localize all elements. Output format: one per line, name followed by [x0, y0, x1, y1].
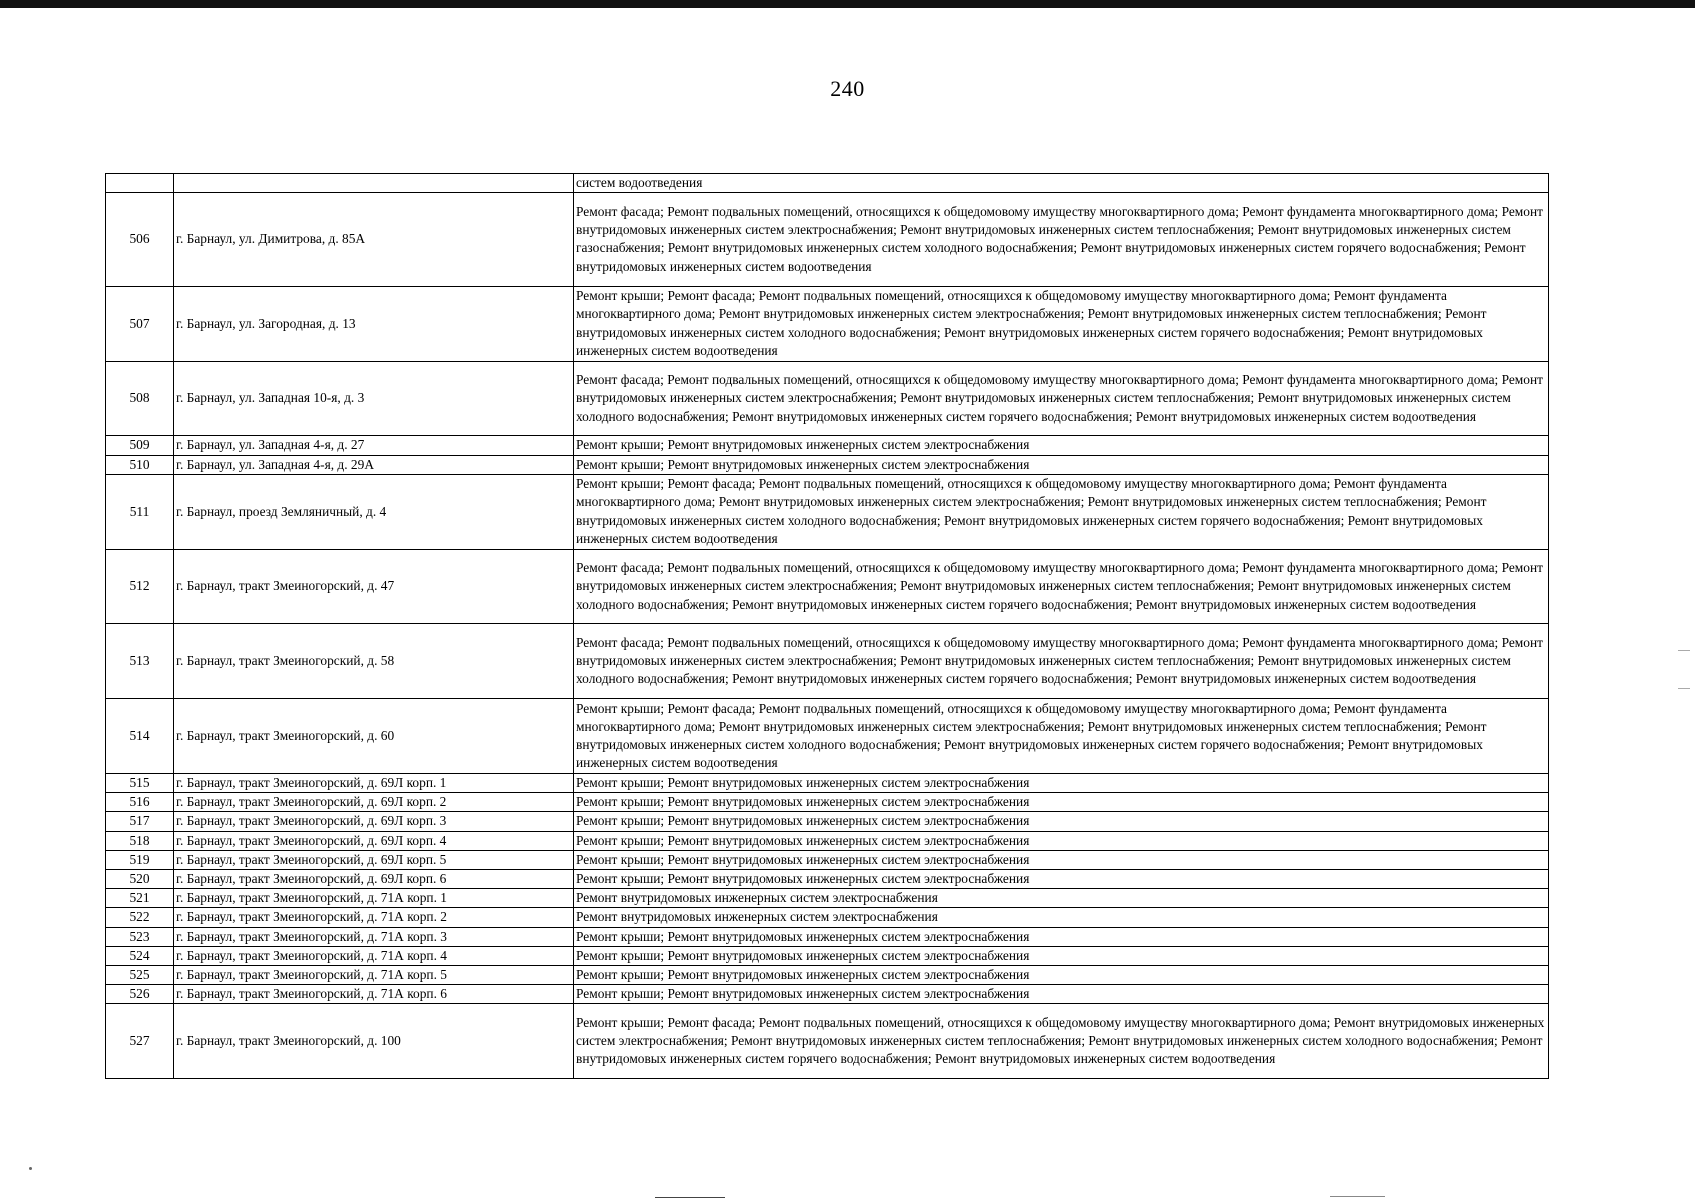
address-cell: г. Барнаул, тракт Змеиногорский, д. 69Л корп. 1: [174, 773, 574, 792]
address-cell: г. Барнаул, тракт Змеиногорский, д. 69Л корп. 6: [174, 869, 574, 888]
row-number-cell: 506: [106, 193, 174, 287]
works-cell: Ремонт фасада; Ремонт подвальных помещений, относящихся к общедомовому имуществу многоквартирного дома; Ремонт фундамента многоквартирного дома; Ремонт внутридомовых инженерных систем электроснабжения; Ремонт внутридомовых инженерных систем теплоснабжения; Ремонт внутридомовых инженерных систем холодного водоснабжения; Ремонт внутридомовых инженерных систем горячего водоснабжения; Ремонт внутридомовых инженерных систем водоотведения: [574, 361, 1549, 436]
row-number-cell: 527: [106, 1004, 174, 1079]
row-number-cell: 522: [106, 908, 174, 927]
scan-mark: [655, 1197, 725, 1198]
works-cell: Ремонт крыши; Ремонт внутридомовых инженерных систем электроснабжения: [574, 946, 1549, 965]
address-cell: г. Барнаул, тракт Змеиногорский, д. 71А корп. 4: [174, 946, 574, 965]
address-cell: г. Барнаул, ул. Западная 4-я, д. 29А: [174, 455, 574, 474]
works-cell: Ремонт крыши; Ремонт фасада; Ремонт подвальных помещений, относящихся к общедомовому имуществу многоквартирного дома; Ремонт фундамента многоквартирного дома; Ремонт внутридомовых инженерных систем электроснабжения; Ремонт внутридомовых инженерных систем теплоснабжения; Ремонт внутридомовых инженерных систем холодного водоснабжения; Ремонт внутридомовых инженерных систем горячего водоснабжения; Ремонт внутридомовых инженерных систем водоотведения: [574, 474, 1549, 549]
table-row: [106, 850, 1549, 869]
table-row: [106, 908, 1549, 927]
works-cell: Ремонт крыши; Ремонт внутридомовых инженерных систем электроснабжения: [574, 850, 1549, 869]
row-number-cell: 514: [106, 699, 174, 774]
address-cell: г. Барнаул, тракт Змеиногорский, д. 60: [174, 699, 574, 774]
works-cell: Ремонт крыши; Ремонт внутридомовых инженерных систем электроснабжения: [574, 455, 1549, 474]
address-cell: г. Барнаул, тракт Змеиногорский, д. 71А корп. 2: [174, 908, 574, 927]
works-cell: Ремонт фасада; Ремонт подвальных помещений, относящихся к общедомовому имуществу многоквартирного дома; Ремонт фундамента многоквартирного дома; Ремонт внутридомовых инженерных систем электроснабжения; Ремонт внутридомовых инженерных систем теплоснабжения; Ремонт внутридомовых инженерных систем холодного водоснабжения; Ремонт внутридомовых инженерных систем горячего водоснабжения; Ремонт внутридомовых инженерных систем водоотведения: [574, 624, 1549, 699]
table-row: [106, 436, 1549, 455]
row-number-cell: 526: [106, 985, 174, 1004]
row-number-cell: 519: [106, 850, 174, 869]
works-cell: Ремонт крыши; Ремонт фасада; Ремонт подвальных помещений, относящихся к общедомовому имуществу многоквартирного дома; Ремонт фундамента многоквартирного дома; Ремонт внутридомовых инженерных систем электроснабжения; Ремонт внутридомовых инженерных систем теплоснабжения; Ремонт внутридомовых инженерных систем холодного водоснабжения; Ремонт внутридомовых инженерных систем горячего водоснабжения; Ремонт внутридомовых инженерных систем водоотведения: [574, 699, 1549, 774]
works-cell: Ремонт крыши; Ремонт внутридомовых инженерных систем электроснабжения: [574, 985, 1549, 1004]
address-cell: г. Барнаул, тракт Змеиногорский, д. 71А корп. 3: [174, 927, 574, 946]
table-row: [106, 831, 1549, 850]
row-number-cell: 517: [106, 812, 174, 831]
table-row: [106, 812, 1549, 831]
works-cell: Ремонт крыши; Ремонт внутридомовых инженерных систем электроснабжения: [574, 965, 1549, 984]
registry-body: [106, 174, 1549, 1079]
table-row: [106, 193, 1549, 287]
address-cell: г. Барнаул, тракт Змеиногорский, д. 69Л корп. 2: [174, 793, 574, 812]
works-cell: Ремонт крыши; Ремонт фасада; Ремонт подвальных помещений, относящихся к общедомовому имуществу многоквартирного дома; Ремонт внутридомовых инженерных систем электроснабжения; Ремонт внутридомовых инженерных систем теплоснабжения; Ремонт внутридомовых инженерных систем холодного водоснабжения; Ремонт внутридомовых инженерных систем горячего водоснабжения; Ремонт внутридомовых инженерных систем водоотведения: [574, 1004, 1549, 1079]
address-cell: г. Барнаул, тракт Змеиногорский, д. 69Л корп. 5: [174, 850, 574, 869]
table-row: [106, 286, 1549, 361]
address-cell: г. Барнаул, тракт Змеиногорский, д. 69Л корп. 3: [174, 812, 574, 831]
table-row: [106, 174, 1549, 193]
scan-top-border: [0, 0, 1695, 8]
table-row: [106, 793, 1549, 812]
row-number-cell: 512: [106, 549, 174, 624]
row-number-cell: 511: [106, 474, 174, 549]
address-cell: г. Барнаул, ул. Западная 4-я, д. 27: [174, 436, 574, 455]
address-cell: г. Барнаул, ул. Димитрова, д. 85А: [174, 193, 574, 287]
works-cell: Ремонт внутридомовых инженерных систем электроснабжения: [574, 889, 1549, 908]
row-number-cell: 520: [106, 869, 174, 888]
address-cell: г. Барнаул, ул. Загородная, д. 13: [174, 286, 574, 361]
address-cell: г. Барнаул, тракт Змеиногорский, д. 100: [174, 1004, 574, 1079]
address-cell: г. Барнаул, ул. Западная 10-я, д. 3: [174, 361, 574, 436]
table-row: [106, 361, 1549, 436]
row-number-cell: 516: [106, 793, 174, 812]
table-row: [106, 985, 1549, 1004]
works-cell: Ремонт крыши; Ремонт внутридомовых инженерных систем электроснабжения: [574, 436, 1549, 455]
works-cell: Ремонт крыши; Ремонт внутридомовых инженерных систем электроснабжения: [574, 831, 1549, 850]
table-row: [106, 699, 1549, 774]
table-row: [106, 965, 1549, 984]
page-number: 240: [830, 76, 865, 101]
address-cell: г. Барнаул, тракт Змеиногорский, д. 58: [174, 624, 574, 699]
row-number-cell: 524: [106, 946, 174, 965]
table-row: [106, 946, 1549, 965]
address-cell: г. Барнаул, тракт Змеиногорский, д. 69Л корп. 4: [174, 831, 574, 850]
works-cell: Ремонт крыши; Ремонт внутридомовых инженерных систем электроснабжения: [574, 773, 1549, 792]
address-cell: г. Барнаул, тракт Змеиногорский, д. 71А корп. 6: [174, 985, 574, 1004]
address-cell: г. Барнаул, тракт Змеиногорский, д. 47: [174, 549, 574, 624]
table-row: [106, 624, 1549, 699]
table-row: [106, 549, 1549, 624]
works-cell: Ремонт крыши; Ремонт внутридомовых инженерных систем электроснабжения: [574, 869, 1549, 888]
works-cell: Ремонт крыши; Ремонт внутридомовых инженерных систем электроснабжения: [574, 812, 1549, 831]
row-number-cell: 523: [106, 927, 174, 946]
works-cell: Ремонт крыши; Ремонт фасада; Ремонт подвальных помещений, относящихся к общедомовому имуществу многоквартирного дома; Ремонт фундамента многоквартирного дома; Ремонт внутридомовых инженерных систем электроснабжения; Ремонт внутридомовых инженерных систем теплоснабжения; Ремонт внутридомовых инженерных систем холодного водоснабжения; Ремонт внутридомовых инженерных систем горячего водоснабжения; Ремонт внутридомовых инженерных систем водоотведения: [574, 286, 1549, 361]
repair-registry-table: [105, 173, 1549, 1079]
row-number-cell: 525: [106, 965, 174, 984]
table-row: [106, 869, 1549, 888]
table-row: [106, 1004, 1549, 1079]
address-cell: [174, 174, 574, 193]
table-row: [106, 773, 1549, 792]
table-row: [106, 455, 1549, 474]
row-number-cell: 509: [106, 436, 174, 455]
address-cell: г. Барнаул, тракт Змеиногорский, д. 71А корп. 1: [174, 889, 574, 908]
scan-mark: [1678, 650, 1690, 651]
works-cell: Ремонт фасада; Ремонт подвальных помещений, относящихся к общедомовому имуществу многоквартирного дома; Ремонт фундамента многоквартирного дома; Ремонт внутридомовых инженерных систем электроснабжения; Ремонт внутридомовых инженерных систем теплоснабжения; Ремонт внутридомовых инженерных систем холодного водоснабжения; Ремонт внутридомовых инженерных систем горячего водоснабжения; Ремонт внутридомовых инженерных систем водоотведения: [574, 549, 1549, 624]
works-cell: Ремонт фасада; Ремонт подвальных помещений, относящихся к общедомовому имуществу многоквартирного дома; Ремонт фундамента многоквартирного дома; Ремонт внутридомовых инженерных систем электроснабжения; Ремонт внутридомовых инженерных систем теплоснабжения; Ремонт внутридомовых инженерных систем газоснабжения; Ремонт внутридомовых инженерных систем холодного водоснабжения; Ремонт внутридомовых инженерных систем горячего водоснабжения; Ремонт внутридомовых инженерных систем водоотведения: [574, 193, 1549, 287]
row-number-cell: [106, 174, 174, 193]
row-number-cell: 508: [106, 361, 174, 436]
scan-speck: [29, 1167, 32, 1170]
works-cell: Ремонт крыши; Ремонт внутридомовых инженерных систем электроснабжения: [574, 793, 1549, 812]
works-cell: Ремонт крыши; Ремонт внутридомовых инженерных систем электроснабжения: [574, 927, 1549, 946]
works-cell: Ремонт внутридомовых инженерных систем электроснабжения: [574, 908, 1549, 927]
row-number-cell: 510: [106, 455, 174, 474]
row-number-cell: 507: [106, 286, 174, 361]
table-row: [106, 927, 1549, 946]
row-number-cell: 513: [106, 624, 174, 699]
address-cell: г. Барнаул, тракт Змеиногорский, д. 71А корп. 5: [174, 965, 574, 984]
scan-mark: [1678, 688, 1690, 689]
row-number-cell: 518: [106, 831, 174, 850]
row-number-cell: 515: [106, 773, 174, 792]
scan-mark: [1330, 1196, 1385, 1197]
table-row: [106, 474, 1549, 549]
address-cell: г. Барнаул, проезд Земляничный, д. 4: [174, 474, 574, 549]
row-number-cell: 521: [106, 889, 174, 908]
table-row: [106, 889, 1549, 908]
works-cell: систем водоотведения: [574, 174, 1549, 193]
